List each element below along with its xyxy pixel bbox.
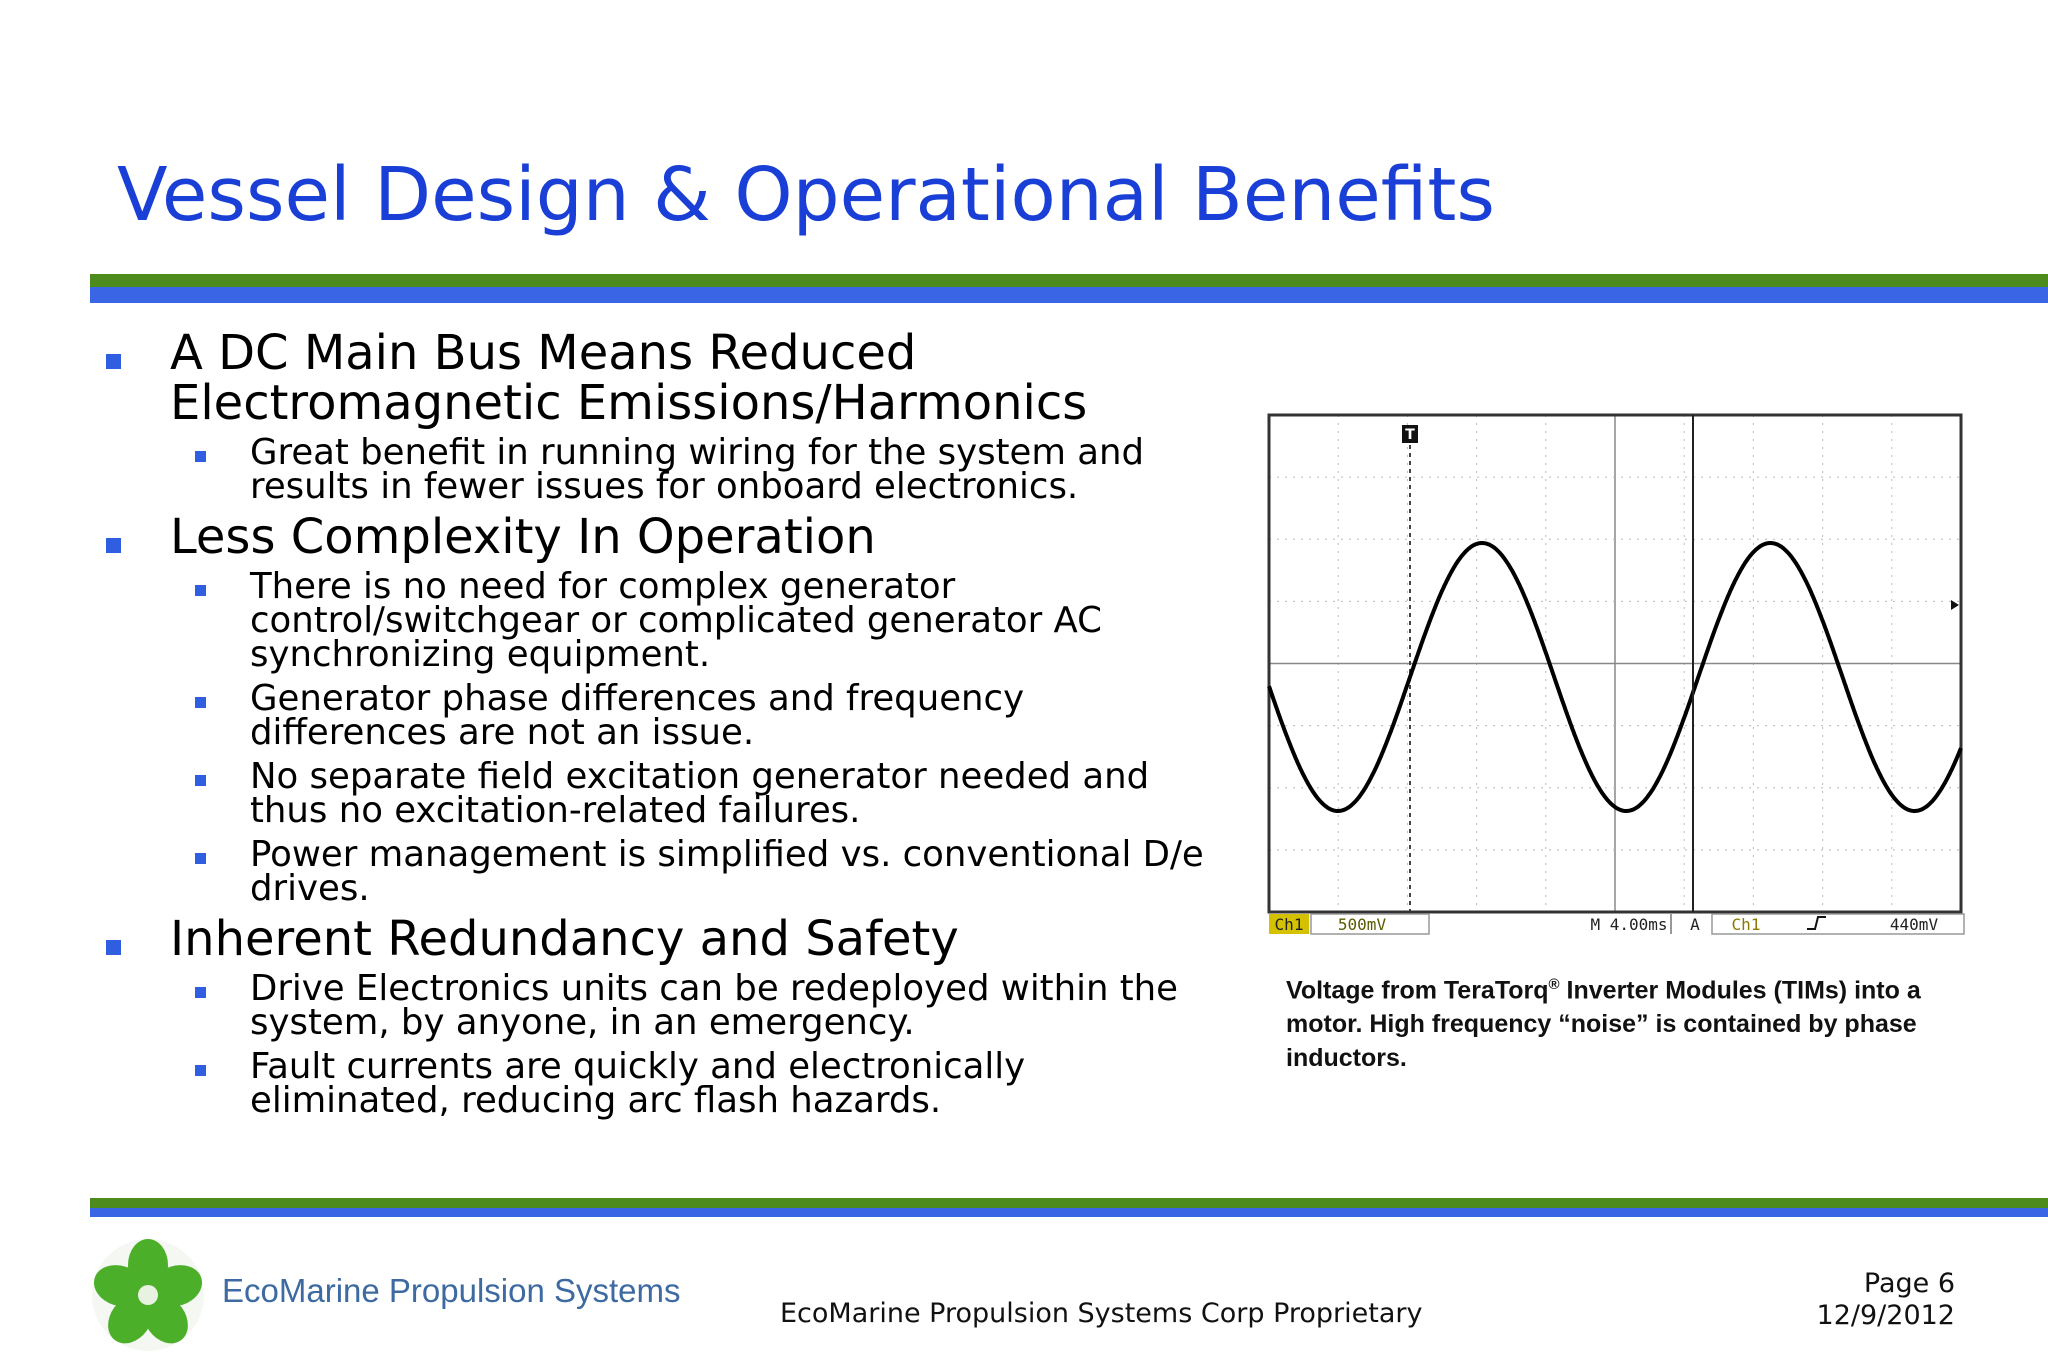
registered-mark: ® bbox=[1548, 976, 1560, 993]
trigger-channel: Ch1 bbox=[1731, 915, 1761, 934]
square-bullet-icon bbox=[195, 585, 206, 596]
title-rule-green bbox=[90, 274, 2048, 287]
bullet-text: Power management is simplified vs. conventional D/e drives. bbox=[250, 834, 1204, 909]
square-bullet-icon bbox=[195, 1065, 206, 1076]
trigger-mode: A bbox=[1690, 915, 1700, 934]
footer-rule-blue bbox=[90, 1208, 2048, 1217]
proprietary-notice: EcoMarine Propulsion Systems Corp Proprietary bbox=[780, 1298, 1423, 1329]
square-bullet-icon bbox=[195, 987, 206, 998]
bullet-text: Great benefit in running wiring for the system and results in fewer issues for onboard electronics. bbox=[250, 432, 1145, 507]
bullet-level2 bbox=[100, 834, 1230, 909]
trigger-level: 440mV bbox=[1889, 915, 1939, 934]
bullet-text: Inherent Redundancy and Safety bbox=[170, 911, 959, 967]
square-bullet-icon bbox=[106, 940, 121, 955]
bullet-level1 bbox=[100, 325, 1230, 431]
svg-text:T: T bbox=[1405, 427, 1415, 443]
page-number: Page 6 bbox=[1863, 1268, 1955, 1299]
bullet-text: Less Complexity In Operation bbox=[170, 509, 876, 565]
brand-name: EcoMarine Propulsion Systems bbox=[222, 1272, 681, 1309]
bullet-list bbox=[100, 320, 1230, 1121]
footer-rule-green bbox=[90, 1198, 2048, 1208]
square-bullet-icon bbox=[195, 451, 206, 462]
bullet-text: Generator phase differences and frequency differences are not an issue. bbox=[250, 678, 1025, 753]
slide-date: 12/9/2012 bbox=[1816, 1300, 1955, 1331]
square-bullet-icon bbox=[106, 354, 121, 369]
bullet-text: A DC Main Bus Means Reduced Electromagnetic Emissions/Harmonics bbox=[170, 325, 1088, 431]
bullet-level2 bbox=[100, 678, 1230, 753]
square-bullet-icon bbox=[106, 538, 121, 553]
bullet-level2 bbox=[100, 968, 1230, 1043]
oscilloscope-trace bbox=[1262, 405, 1968, 937]
title-rule-blue bbox=[90, 287, 2048, 303]
caption-text-a: Voltage from TeraTorq bbox=[1286, 976, 1549, 1005]
bullet-text: Fault currents are quickly and electronically eliminated, reducing arc flash hazards. bbox=[250, 1046, 1026, 1121]
square-bullet-icon bbox=[195, 697, 206, 708]
trigger-marker-icon bbox=[1402, 425, 1418, 443]
slide-title: Vessel Design & Operational Benefits bbox=[117, 152, 1495, 238]
page-info bbox=[1817, 1268, 1955, 1332]
square-bullet-icon bbox=[195, 775, 206, 786]
square-bullet-icon bbox=[195, 853, 206, 864]
bullet-level1 bbox=[100, 509, 1230, 565]
bullet-level2 bbox=[100, 1046, 1230, 1121]
bullet-level2 bbox=[100, 432, 1230, 507]
bullet-text: Drive Electronics units can be redeployed within the system, by anyone, in an emergency. bbox=[250, 968, 1179, 1043]
bullet-text: No separate field excitation generator needed and thus no excitation-related failures. bbox=[250, 756, 1150, 831]
channel-label: Ch1 bbox=[1274, 915, 1304, 934]
bullet-level2 bbox=[100, 566, 1230, 675]
bullet-level1 bbox=[100, 911, 1230, 967]
bullet-level2 bbox=[100, 756, 1230, 831]
timebase: M 4.00ms bbox=[1590, 915, 1668, 934]
volts-per-div: 500mV bbox=[1337, 915, 1387, 934]
bullet-text: There is no need for complex generator control/switchgear or complicated generator AC synchronizing equipment. bbox=[250, 566, 1102, 675]
scope-caption bbox=[1286, 968, 1986, 1075]
caption-text-b: Inverter Modules (TIMs) into a motor. High frequency “noise” is contained by phase inductors. bbox=[1286, 976, 1921, 1073]
company-logo bbox=[88, 1235, 208, 1355]
